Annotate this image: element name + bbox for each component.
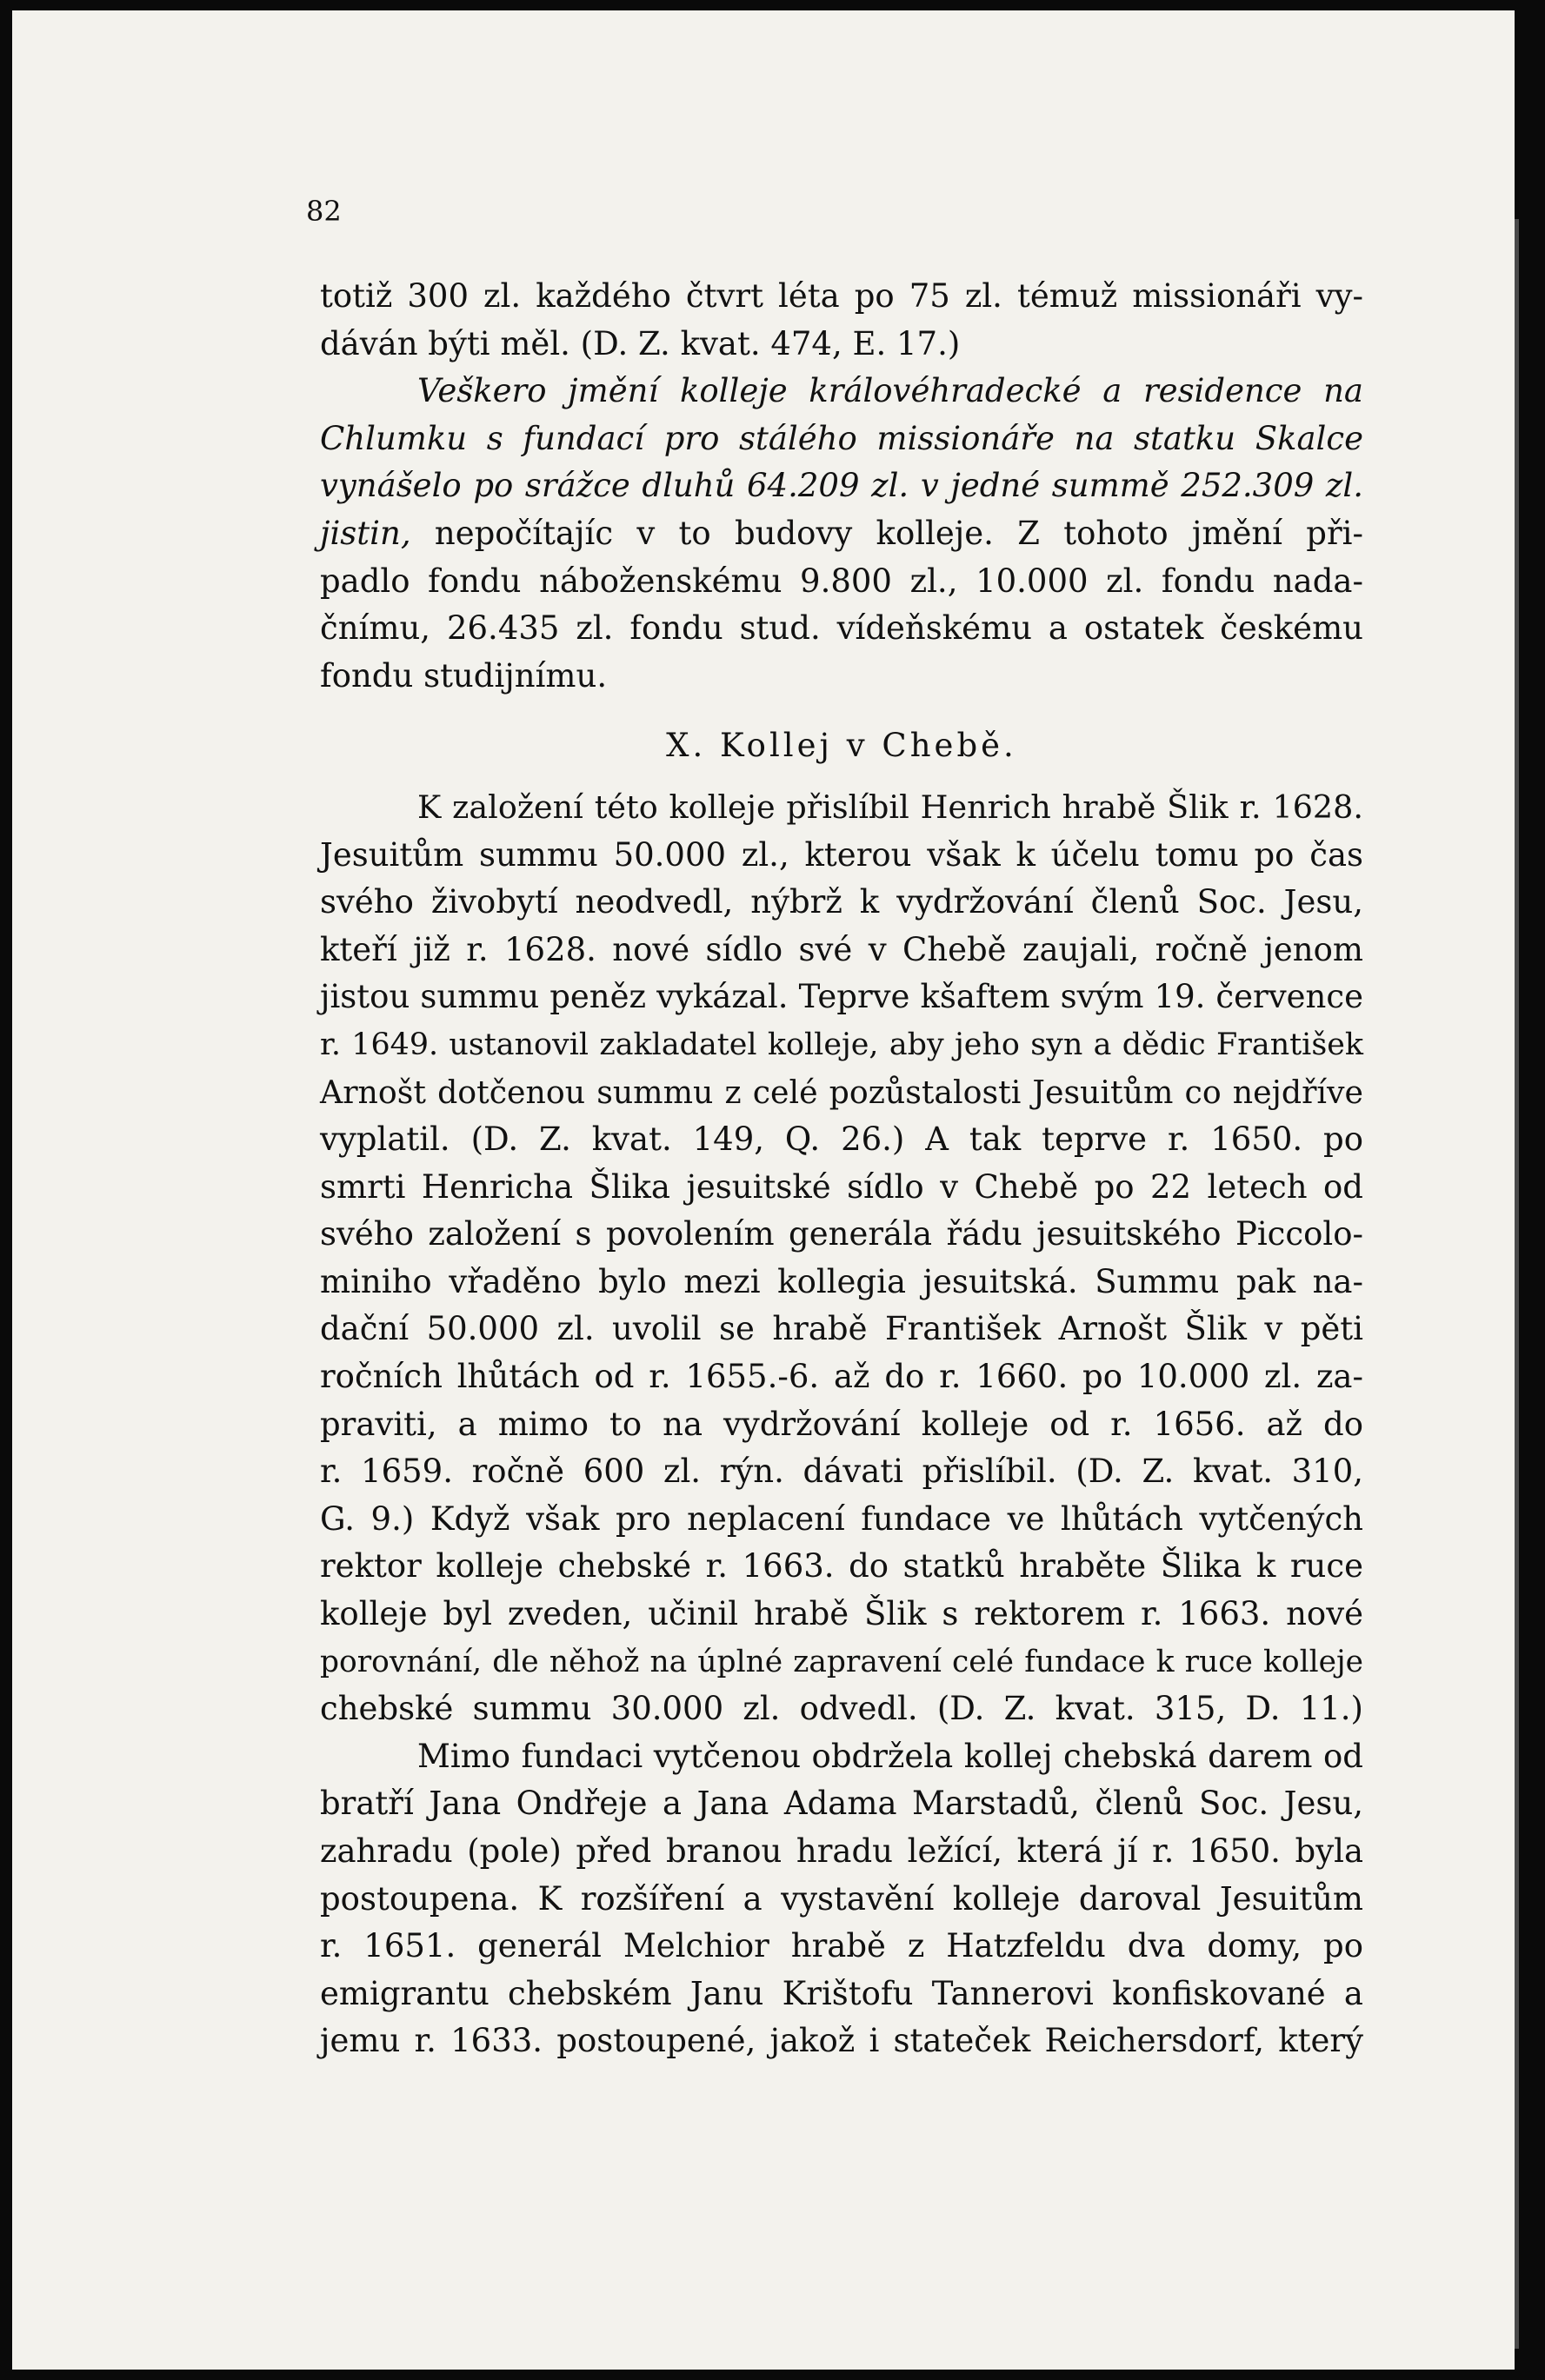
text-line: zahradu (pole) před branou hradu ležící, která jí r. 1650. byla [320, 1832, 1363, 1870]
text-line: postoupena. K rozšíření a vystavění kolleje daroval Jesuitům [320, 1879, 1363, 1918]
text-line: vynášelo po srážce dluhů 64.209 zl. v jedné summě 252.309 zl. [320, 467, 1363, 505]
text-line: miniho vřaděno bylo mezi kollegia jesuitská. Summu pak na- [320, 1262, 1363, 1300]
text-fragment: nepočítajíc v to budovy kolleje. Z tohoto jmění při- [410, 514, 1363, 552]
text-line: emigrantu chebském Janu Krištofu Tannerovi konfiskované a [320, 1974, 1363, 2012]
text-line: jemu r. 1633. postoupené, jakož i stateček Reichersdorf, který [320, 2022, 1363, 2060]
text-line [320, 510, 1363, 558]
text-line: G. 9.) Když však pro neplacení fundace ve lhůtách vytčených [320, 1499, 1363, 1538]
text-line: ročních lhůtách od r. 1655.-6. až do r. 1660. po 10.000 zl. za- [320, 1358, 1363, 1396]
text-line: kolleje byl zveden, učinil hrabě Šlik s rektorem r. 1663. nové [320, 1595, 1363, 1633]
text-line: porovnání, dle něhož na úplné zapravení celé fundace k ruce kolleje [320, 1644, 1363, 1679]
text-fragment: jistin, [320, 514, 411, 552]
text-line: bratří Jana Ondřeje a Jana Adama Marstadů, členů Soc. Jesu, [320, 1785, 1363, 1823]
body-text [320, 273, 1363, 2065]
text-line: jistou summu peněz vykázal. Teprve kšaftem svým 19. července [320, 978, 1363, 1016]
text-line: rektor kolleje chebské r. 1663. do statků hraběte Šlika k ruce [320, 1547, 1363, 1586]
text-line: Arnošt dotčenou summu z celé pozůstalosti Jesuitům co nejdříve [320, 1073, 1363, 1111]
text-line: chebské summu 30.000 zl. odvedl. (D. Z. kvat. 315, D. 11.) [320, 1690, 1363, 1728]
text-line: Jesuitům summu 50.000 zl., kterou však k účelu tomu po čas [320, 835, 1363, 874]
text-line: smrti Henricha Šlika jesuitské sídlo v Chebě po 22 letech od [320, 1167, 1363, 1206]
text-line: dáván býti měl. (D. Z. kvat. 474, E. 17.) [320, 324, 961, 362]
text-line: Chlumku s fundací pro stálého missionáře na statku Skalce [320, 419, 1363, 457]
text-line: padlo fondu náboženskému 9.800 zl., 10.000 zl. fondu nada- [320, 562, 1363, 600]
text-line: K založení této kolleje přislíbil Henrich hrabě Šlik r. 1628. [417, 788, 1363, 826]
text-line: r. 1651. generál Melchior hrabě z Hatzfeldu dva domy, po [320, 1927, 1363, 1965]
page-number: 82 [306, 195, 342, 228]
text-line: r. 1649. ustanovil zakladatel kolleje, aby jeho syn a dědic František [320, 1027, 1363, 1062]
text-line: Mimo fundaci vytčenou obdržela kollej chebská darem od [417, 1737, 1363, 1775]
text-line: Veškero jmění kolleje královéhradecké a residence na [417, 372, 1363, 410]
text-line: vyplatil. (D. Z. kvat. 149, Q. 26.) A tak teprve r. 1650. po [320, 1120, 1363, 1159]
text-line: kteří již r. 1628. nové sídlo své v Chebě zaujali, ročně jenom [320, 930, 1363, 968]
section-heading: X. Kollej v Chebě. [666, 727, 1017, 765]
text-line: čnímu, 26.435 zl. fondu stud. vídeňskému a ostatek českému [320, 609, 1363, 648]
text-line: svého založení s povolením generála řádu jesuitského Piccolo- [320, 1215, 1363, 1253]
text-line: praviti, a mimo to na vydržování kolleje od r. 1656. až do [320, 1405, 1363, 1443]
document-page [12, 10, 1515, 2370]
text-line: totiž 300 zl. každého čtvrt léta po 75 zl. témuž missionáři vy- [320, 277, 1363, 315]
text-line: dační 50.000 zl. uvolil se hrabě František Arnošt Šlik v pěti [320, 1310, 1363, 1348]
text-line: fondu studijnímu. [320, 656, 608, 695]
text-line: r. 1659. ročně 600 zl. rýn. dávati přislíbil. (D. Z. kvat. 310, [320, 1453, 1363, 1491]
text-line: svého živobytí neodvedl, nýbrž k vydržování členů Soc. Jesu, [320, 883, 1363, 921]
page-edge-shadow [1515, 219, 1519, 2349]
